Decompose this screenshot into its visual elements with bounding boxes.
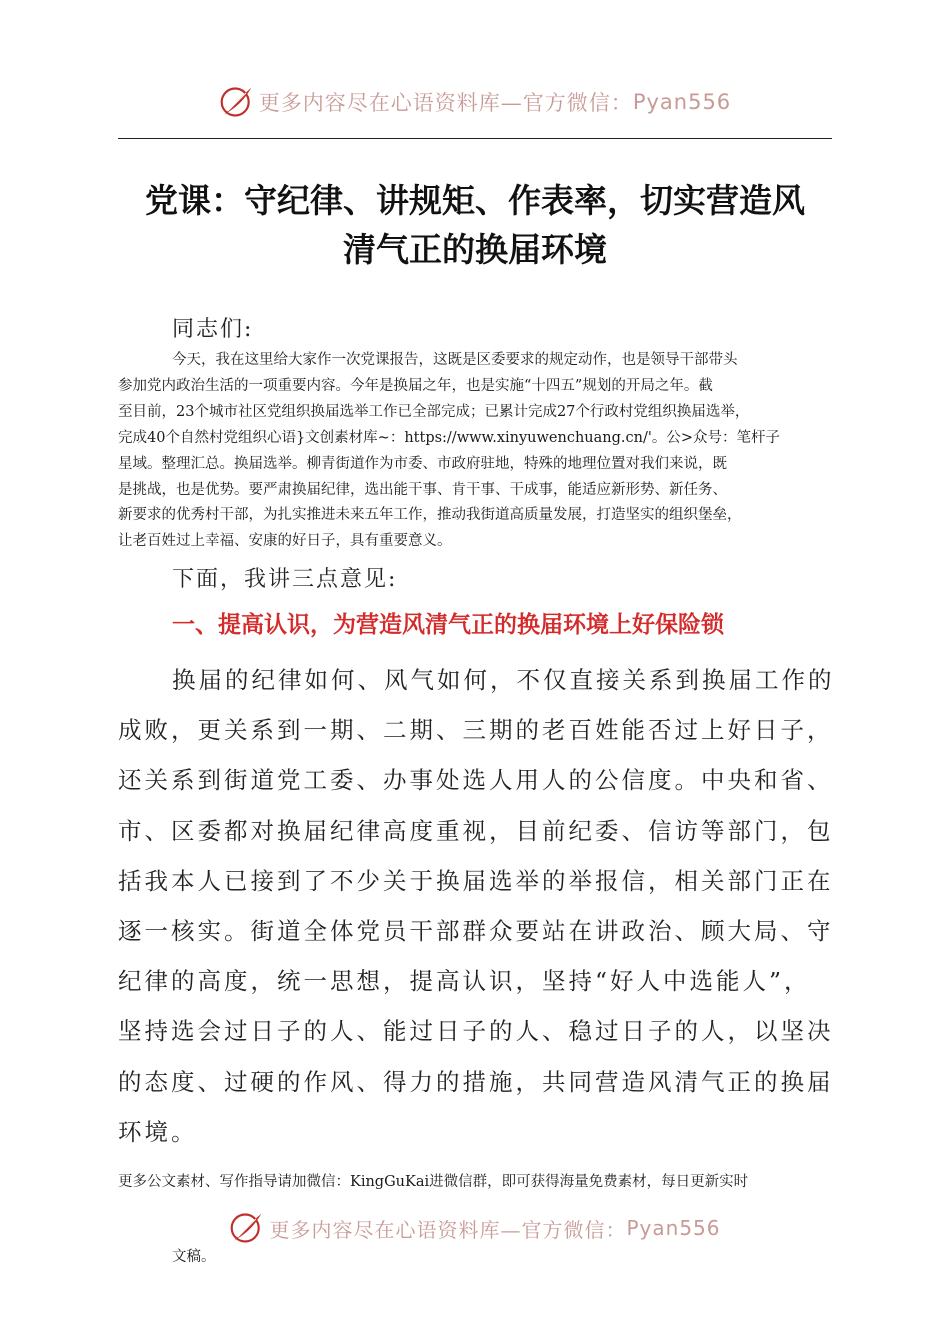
body-line: 坚持选会过日子的人、能过日子的人、稳过日子的人，以坚决 bbox=[118, 1017, 834, 1046]
body-line: 逐一核实。街道全体党员干部群众要站在讲政治、顾大局、守 bbox=[118, 917, 834, 946]
body-line: 换届的纪律如何、风气如何，不仅直接关系到换届工作的 bbox=[172, 666, 835, 694]
intro-line: 让老百姓过上幸福、安康的好日子，具有重要意义。 bbox=[118, 533, 452, 550]
intro-line: 是挑战，也是优势。要严肃换届纪律，选出能干事、肯干事、干成事，能适应新形势、新任务、 bbox=[118, 481, 727, 498]
intro-line: 新要求的优秀村干部，为扎实推进未来五年工作，推动我街道高质量发展，打造坚实的组织堡垒， bbox=[118, 507, 742, 524]
quill-logo-icon bbox=[219, 84, 255, 120]
intro-line: 今天，我在这里给大家作一次党课报告，这既是区委要求的规定动作，也是领导干部带头 bbox=[172, 352, 738, 368]
body-line: 的态度、过硬的作风、得力的措施，共同营造风清气正的换届 bbox=[118, 1067, 834, 1096]
header-divider bbox=[118, 138, 832, 139]
intro-paragraph bbox=[118, 348, 838, 555]
title-line: 党课：守纪律、讲规矩、作表率，切实营造风 bbox=[145, 181, 805, 220]
title-line: 清气正的换届环境 bbox=[343, 230, 607, 269]
body-line: 市、区委都对换届纪律高度重视，目前纪委、信访等部门，包 bbox=[118, 816, 834, 845]
intro-line: 星域。整理汇总。换届选举。柳青街道作为市委、市政府驻地，特殊的地理位置对我们来说，既 bbox=[118, 455, 727, 472]
intro-line: 至目前，23个城市社区党组织换届选举工作已全部完成；已累计完成27个行政村党组织换届选举， bbox=[118, 403, 750, 420]
section-body-paragraph bbox=[118, 655, 838, 1157]
footer-note: 更多公文素材、写作指导请加微信：KingGuKai进微信群，即可获得海量免费素材，每日更新实时 bbox=[118, 1174, 749, 1190]
body-line: 环境。 bbox=[118, 1117, 198, 1146]
banner-wechat-id: Pyan556 bbox=[632, 90, 732, 114]
document-title bbox=[110, 176, 840, 274]
intro-line: 参加党内政治生活的一项重要内容。今年是换届之年，也是实施“十四五”规划的开局之年。截 bbox=[118, 377, 713, 394]
footer-watermark-banner bbox=[0, 1206, 950, 1250]
header-watermark-banner bbox=[0, 80, 950, 124]
footer-tail: 文稿。 bbox=[172, 1249, 216, 1265]
section-heading: 一、提高认识，为营造风清气正的换届环境上好保险锁 bbox=[172, 612, 724, 638]
body-line: 括我本人已接到了不少关于换届选举的举报信，相关部门正在 bbox=[118, 866, 834, 895]
banner-wechat-id: Pyan556 bbox=[626, 1216, 721, 1240]
body-line: 成败，更关系到一期、二期、三期的老百姓能否过上好日子， bbox=[118, 716, 834, 745]
lead-in-text: 下面，我讲三点意见: bbox=[172, 567, 398, 592]
quill-logo-icon bbox=[229, 1210, 265, 1246]
intro-line: 完成40个自然村党组织心语}文创素材库~：https://www.xinyuwenchuang.cn/'。公>众号：笔杆子 bbox=[118, 429, 780, 446]
banner-text: 更多内容尽在心语资料库—官方微信： bbox=[269, 1217, 627, 1242]
body-line: 还关系到街道党工委、办事处选人用人的公信度。中央和省、 bbox=[118, 766, 834, 795]
body-line: 纪律的高度，统一思想，提高认识，坚持“好人中选能人”， bbox=[118, 967, 811, 996]
salutation: 同志们: bbox=[172, 317, 254, 342]
banner-text: 更多内容尽在心语资料库—官方微信： bbox=[258, 91, 633, 115]
